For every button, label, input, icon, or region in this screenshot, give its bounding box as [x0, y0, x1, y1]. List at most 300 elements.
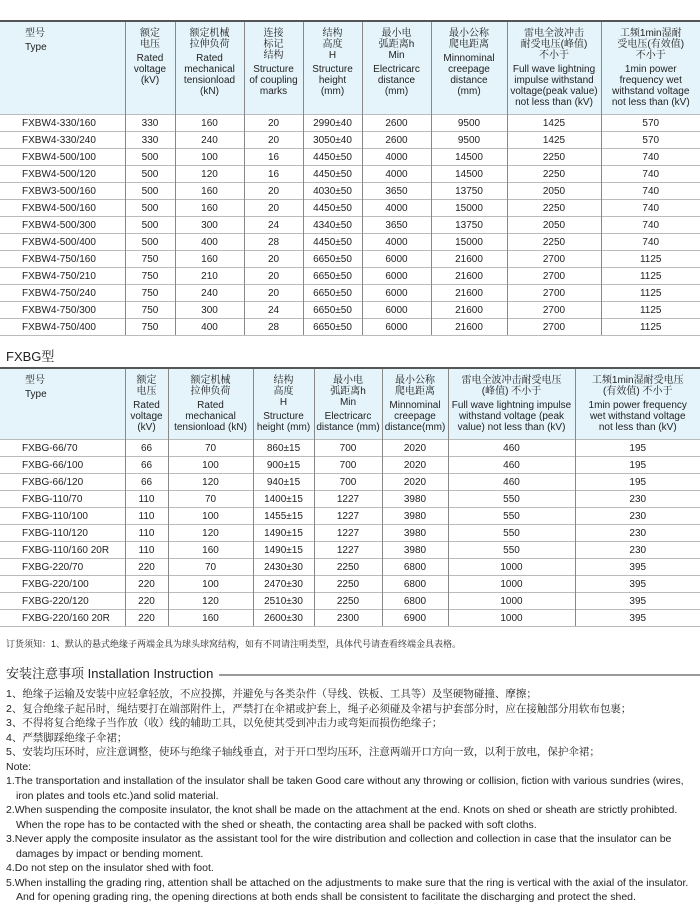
table-cell: 15000 [431, 234, 507, 251]
table-cell: 160 [175, 183, 244, 200]
table-cell: 3980 [382, 525, 448, 542]
header-zh: 雷电全波冲击耐受电压 (峰值) 不小于 [461, 375, 562, 397]
table-cell: 1425 [507, 115, 601, 132]
table-cell: 1227 [314, 525, 382, 542]
table-row [0, 115, 700, 132]
header-zh: 额定机械 拉伸负荷 [189, 28, 230, 50]
table-cell: 195 [575, 457, 700, 474]
table-cell: 220 [125, 576, 168, 593]
table-cell: 900±15 [253, 457, 314, 474]
note-zh: 5、安装均压环时，应注意调整，使环与绝缘子轴线垂直，对于开口型均压环，注意两端开口方向一致，以利于放电，保护伞裙； [6, 746, 600, 758]
header-zh: 工频1min湿耐 受电压(有效值) 不小于 [617, 28, 685, 61]
table-cell: 395 [575, 610, 700, 627]
table-cell: 1455±15 [253, 508, 314, 525]
column-header [125, 368, 168, 440]
column-header [244, 21, 303, 115]
table-row [0, 508, 700, 525]
table-row [0, 149, 700, 166]
table-cell: 500 [125, 183, 175, 200]
table-cell: 500 [125, 200, 175, 217]
table-row [0, 610, 700, 627]
table-cell: 2250 [507, 234, 601, 251]
table-cell: 740 [601, 200, 700, 217]
table-cell: 750 [125, 251, 175, 268]
fxbw-spec-table [0, 20, 700, 336]
table-row [0, 302, 700, 319]
column-header [253, 368, 314, 440]
header-zh: 最小电 弧距离h Min [330, 375, 366, 408]
table-cell: 6650±50 [303, 302, 362, 319]
header-zh: 最小电 弧距离h Min [378, 28, 415, 61]
header-en: Electricarc distance (mm) [316, 411, 380, 433]
table-cell: 110 [125, 542, 168, 559]
header-en: 1min power frequency wet withstand voltage not less than (kV) [611, 64, 690, 108]
table-cell: 20 [244, 268, 303, 285]
table-cell: 395 [575, 559, 700, 576]
table-cell: 220 [125, 610, 168, 627]
table-cell: 6800 [382, 559, 448, 576]
note-en: damages by impact or bending moment. [16, 847, 204, 860]
table-cell: 110 [125, 508, 168, 525]
table-cell: 4000 [362, 166, 431, 183]
table-row [0, 234, 700, 251]
table-cell: 3980 [382, 508, 448, 525]
table-cell: 1490±15 [253, 525, 314, 542]
table-cell: 2020 [382, 457, 448, 474]
header-zh: 最小公称 爬电距离 [395, 375, 435, 397]
table-cell: 2600 [362, 115, 431, 132]
table-cell: 160 [175, 251, 244, 268]
table-cell: 66 [125, 457, 168, 474]
table-cell: 1000 [448, 559, 575, 576]
table-cell: 6000 [362, 319, 431, 336]
table-cell: 66 [125, 440, 168, 457]
column-header [0, 368, 125, 440]
column-header [575, 368, 700, 440]
header-zh: 最小公称 爬电距离 [449, 28, 489, 50]
table-cell: 550 [448, 525, 575, 542]
table-cell: FXBG-110/100 [0, 508, 125, 525]
table-cell: 1125 [601, 285, 700, 302]
table-cell: FXBG-110/120 [0, 525, 125, 542]
table-cell: 2470±30 [253, 576, 314, 593]
header-en: Structure of coupling marks [249, 64, 298, 97]
table-cell: FXBW4-330/160 [0, 115, 125, 132]
table-cell: FXBG-66/70 [0, 440, 125, 457]
table-cell: 395 [575, 593, 700, 610]
table-row [0, 491, 700, 508]
table-cell: 4450±50 [303, 166, 362, 183]
table-cell: 1125 [601, 302, 700, 319]
table-cell: FXBG-66/120 [0, 474, 125, 491]
column-header [601, 21, 700, 115]
table-cell: 740 [601, 234, 700, 251]
table-cell: 1400±15 [253, 491, 314, 508]
table-cell: FXBW4-500/100 [0, 149, 125, 166]
table-cell: 330 [125, 115, 175, 132]
header-zh: 连接 标记 结构 [263, 28, 284, 61]
table-cell: FXBG-110/70 [0, 491, 125, 508]
table-cell: 750 [125, 302, 175, 319]
column-header [362, 21, 431, 115]
table-cell: 4030±50 [303, 183, 362, 200]
table-cell: 2990±40 [303, 115, 362, 132]
column-header [382, 368, 448, 440]
table-cell: 1000 [448, 610, 575, 627]
header-en: Electricarc distance (mm) [373, 64, 420, 97]
table-cell: 395 [575, 576, 700, 593]
header-zh: 额定 电压 [136, 375, 157, 397]
table-row [0, 251, 700, 268]
table-cell: 4340±50 [303, 217, 362, 234]
column-header [431, 21, 507, 115]
table-cell: 1125 [601, 319, 700, 336]
column-header [448, 368, 575, 440]
table-row [0, 593, 700, 610]
table-cell: FXBW4-500/120 [0, 166, 125, 183]
table-cell: 9500 [431, 132, 507, 149]
note-zh: 4、严禁脚踩绝缘子伞裙； [6, 731, 128, 744]
table-cell: 550 [448, 491, 575, 508]
table-cell: 100 [168, 508, 253, 525]
table-cell: FXBW4-750/400 [0, 319, 125, 336]
table-cell: 240 [175, 132, 244, 149]
table-cell: 460 [448, 474, 575, 491]
table-cell: 500 [125, 217, 175, 234]
table-cell: 4000 [362, 200, 431, 217]
table-cell: 740 [601, 166, 700, 183]
table-row [0, 542, 700, 559]
table-cell: 2020 [382, 474, 448, 491]
table-cell: 14500 [431, 166, 507, 183]
table-cell: 740 [601, 149, 700, 166]
table-cell: 2050 [507, 183, 601, 200]
table-cell: FXBG-220/70 [0, 559, 125, 576]
table-row [0, 200, 700, 217]
table-cell: 20 [244, 251, 303, 268]
table-cell: 4450±50 [303, 200, 362, 217]
table-cell: 2700 [507, 285, 601, 302]
table-cell: FXBG-110/160 20R [0, 542, 125, 559]
header-zh: 结构 高度 H [322, 28, 343, 61]
table-cell: 230 [575, 508, 700, 525]
table-cell: 300 [175, 217, 244, 234]
table-row [0, 457, 700, 474]
header-en: Minnominal creepage distance(mm) [384, 400, 446, 433]
table-cell: 3050±40 [303, 132, 362, 149]
table-cell: 15000 [431, 200, 507, 217]
note-zh: 2、复合绝缘子起吊时，绳结要打在端部附件上，严禁打在伞裙或护套上，绳子必须碰及伞裙与护套部分时，应在接触部分用软布包裹； [6, 702, 632, 715]
table-cell: 500 [125, 166, 175, 183]
table-cell: 20 [244, 200, 303, 217]
note-en: When the rope has to be contacted with the shed or sheath, the contacting area shall be packed with soft cloths. [16, 818, 537, 831]
table-cell: 300 [175, 302, 244, 319]
column-header [0, 21, 125, 115]
table-cell: 1490±15 [253, 542, 314, 559]
header-zh: 雷电全波冲击 耐受电压(峰值) 不小于 [520, 28, 588, 61]
table-cell: 2050 [507, 217, 601, 234]
table-cell: 195 [575, 440, 700, 457]
note-label: Note: [6, 760, 32, 773]
table-cell: 6000 [362, 268, 431, 285]
table-cell: 3650 [362, 183, 431, 200]
header-en: Structure height (mm) [256, 411, 311, 433]
note-zh: 1、绝缘子运输及安装中应轻拿轻放，不应投掷，并避免与各类杂件（导线、铁板、工具等）及坚硬物碰撞、摩擦； [6, 688, 537, 700]
table-cell: 1125 [601, 268, 700, 285]
table-cell: FXBW3-500/160 [0, 183, 125, 200]
table-cell: 160 [168, 610, 253, 627]
table-cell: 2700 [507, 319, 601, 336]
header-en: Rated voltage (kV) [130, 400, 163, 433]
table-cell: 460 [448, 457, 575, 474]
table-cell: 750 [125, 319, 175, 336]
table-row [0, 440, 700, 457]
table-cell: 20 [244, 183, 303, 200]
table-cell: 700 [314, 457, 382, 474]
table-cell: 550 [448, 508, 575, 525]
table-cell: 160 [175, 115, 244, 132]
table-cell: 6800 [382, 593, 448, 610]
table-cell: 2250 [314, 576, 382, 593]
table-cell: FXBG-220/100 [0, 576, 125, 593]
table-cell: 100 [175, 149, 244, 166]
header-en: 1min power frequency wet withstand voltage not less than (kV) [588, 400, 687, 433]
table-row [0, 183, 700, 200]
table-cell: 570 [601, 132, 700, 149]
table-row [0, 285, 700, 302]
table-cell: FXBW4-500/400 [0, 234, 125, 251]
table-cell: 230 [575, 542, 700, 559]
header-en: Type [25, 42, 47, 53]
column-header [303, 21, 362, 115]
table-cell: 14500 [431, 149, 507, 166]
table-cell: 2300 [314, 610, 382, 627]
table-cell: FXBW4-500/160 [0, 200, 125, 217]
table-cell: FXBW4-750/240 [0, 285, 125, 302]
note-zh: 3、不得将复合绝缘子当作放（收）线的辅助工具，以免使其受到冲击力或弯矩而损伤绝缘子； [6, 717, 443, 729]
table-cell: 700 [314, 474, 382, 491]
table-row [0, 576, 700, 593]
table-cell: 2600 [362, 132, 431, 149]
table-cell: 120 [168, 525, 253, 542]
table-cell: 20 [244, 115, 303, 132]
table-cell: 2600±30 [253, 610, 314, 627]
header-en: Structure height (mm) [312, 64, 353, 97]
table-cell: 1227 [314, 491, 382, 508]
table-row [0, 474, 700, 491]
installation-notes [6, 687, 700, 905]
table-cell: 4450±50 [303, 234, 362, 251]
table-cell: FXBW4-500/300 [0, 217, 125, 234]
table-cell: 2250 [507, 166, 601, 183]
table-cell: 3980 [382, 542, 448, 559]
note-en: And for opening grading ring, the opening directions at both ends shall be consistent to facilitate the discharging and protect the shed. [16, 891, 636, 903]
table-cell: 2510±30 [253, 593, 314, 610]
table-cell: 6000 [362, 285, 431, 302]
table-cell: 4000 [362, 149, 431, 166]
table-cell: 24 [244, 217, 303, 234]
note-en: 1.The transportation and installation of the insulator shall be taken Good care without any throwing or collision, fiction with various sundries (wires, [6, 775, 684, 787]
table-cell: 1425 [507, 132, 601, 149]
table-cell: 2020 [382, 440, 448, 457]
installation-title: 安装注意事项 Installation Instruction [6, 666, 214, 681]
table-cell: 1125 [601, 251, 700, 268]
table-cell: FXBW4-750/210 [0, 268, 125, 285]
installation-heading [6, 663, 700, 682]
note-en: 4.Do not step on the insulator shed with foot. [6, 862, 214, 874]
header-zh: 工频1min湿耐受电压 (有效值) 不小于 [591, 375, 684, 397]
table-cell: 28 [244, 319, 303, 336]
table-cell: 160 [175, 200, 244, 217]
table-cell: 6800 [382, 576, 448, 593]
table-cell: 110 [125, 525, 168, 542]
table-cell: 120 [168, 474, 253, 491]
table-row [0, 525, 700, 542]
table-cell: 3980 [382, 491, 448, 508]
section-title-fxbg: FXBG型 [6, 349, 55, 364]
table-cell: 220 [125, 593, 168, 610]
table-cell: FXBW4-750/160 [0, 251, 125, 268]
table-cell: 120 [168, 593, 253, 610]
table-cell: 240 [175, 285, 244, 302]
table-cell: 13750 [431, 183, 507, 200]
table-cell: 2700 [507, 302, 601, 319]
table-cell: 3650 [362, 217, 431, 234]
table-cell: 500 [125, 234, 175, 251]
header-en: Rated voltage (kV) [133, 53, 167, 86]
table-cell: 21600 [431, 268, 507, 285]
table-cell: 6900 [382, 610, 448, 627]
header-zh: 额定 电压 [140, 28, 160, 50]
header-en: Full wave lightning impulse withstand voltage (peak value) not less than (kV) [451, 400, 572, 433]
table-cell: 6000 [362, 302, 431, 319]
table-cell: FXBG-66/100 [0, 457, 125, 474]
table-cell: 16 [244, 149, 303, 166]
table-cell: 550 [448, 542, 575, 559]
table-cell: 400 [175, 234, 244, 251]
table-cell: 28 [244, 234, 303, 251]
table-cell: 1227 [314, 542, 382, 559]
header-zh: 结构 高度 H [273, 375, 294, 408]
table-cell: FXBG-220/120 [0, 593, 125, 610]
table-cell: 21600 [431, 319, 507, 336]
table-cell: 70 [168, 559, 253, 576]
header-en: Full wave lightning impulse withstand voltage(peak value) not less than (kV) [510, 64, 598, 108]
table-cell: 2700 [507, 251, 601, 268]
table-cell: 195 [575, 474, 700, 491]
table-cell: 750 [125, 268, 175, 285]
note-en: 2.When suspending the composite insulator, the knot shall be made on the attachment at the end. Knots on shed or sheath are strictly prohibted. [6, 804, 678, 816]
table-cell: 740 [601, 183, 700, 200]
table-row [0, 132, 700, 149]
table-row [0, 268, 700, 285]
table-cell: 9500 [431, 115, 507, 132]
table-row [0, 559, 700, 576]
table-cell: 6650±50 [303, 285, 362, 302]
table-cell: 1000 [448, 576, 575, 593]
table-cell: 2250 [507, 149, 601, 166]
table-cell: 100 [168, 457, 253, 474]
header-en: Rated mechanical tensionload (kN) [183, 53, 236, 97]
table-cell: 500 [125, 149, 175, 166]
column-header [125, 21, 175, 115]
table-cell: 2250 [314, 559, 382, 576]
table-cell: FXBW4-330/240 [0, 132, 125, 149]
table-row [0, 166, 700, 183]
table-cell: 70 [168, 440, 253, 457]
table-cell: 1227 [314, 508, 382, 525]
table-cell: 6650±50 [303, 268, 362, 285]
table-cell: 230 [575, 491, 700, 508]
table-cell: 1000 [448, 593, 575, 610]
table-cell: 66 [125, 474, 168, 491]
table-cell: 6000 [362, 251, 431, 268]
table-cell: 2250 [314, 593, 382, 610]
table-cell: 160 [168, 542, 253, 559]
table-cell: 330 [125, 132, 175, 149]
table-cell: FXBW4-750/300 [0, 302, 125, 319]
note-en: 3.Never apply the composite insulator as the assistant tool for the wire distribution and collection and collection in case that the insulator can be [6, 833, 672, 845]
header-zh: 型号 [25, 28, 45, 39]
table-cell: FXBG-220/160 20R [0, 610, 125, 627]
header-en: Type [25, 389, 47, 400]
table-cell: 740 [601, 217, 700, 234]
header-zh: 额定机械 拉伸负荷 [190, 375, 231, 397]
table-cell: 2700 [507, 268, 601, 285]
table-cell: 13750 [431, 217, 507, 234]
table-cell: 460 [448, 440, 575, 457]
header-zh: 型号 [25, 375, 45, 386]
column-header [175, 21, 244, 115]
table-cell: 20 [244, 132, 303, 149]
table-cell: 120 [175, 166, 244, 183]
table-cell: 70 [168, 491, 253, 508]
column-header [507, 21, 601, 115]
note-en: iron plates and tools etc.)and solid material. [16, 789, 219, 802]
table-cell: 21600 [431, 251, 507, 268]
table-cell: 6650±50 [303, 251, 362, 268]
column-header [168, 368, 253, 440]
table-cell: 20 [244, 285, 303, 302]
divider [219, 674, 700, 676]
table-cell: 2250 [507, 200, 601, 217]
table-cell: 6650±50 [303, 319, 362, 336]
table-cell: 940±15 [253, 474, 314, 491]
table-cell: 4000 [362, 234, 431, 251]
table-cell: 110 [125, 491, 168, 508]
table-row [0, 319, 700, 336]
table-cell: 24 [244, 302, 303, 319]
table-cell: 750 [125, 285, 175, 302]
table-cell: 860±15 [253, 440, 314, 457]
table-cell: 400 [175, 319, 244, 336]
header-en: Rated mechanical tensionload (kN) [174, 400, 247, 433]
order-note: 订货须知：1、默认的悬式绝缘子两端金具为球头球窝结构，如有不同请注明类型，具体代号请查看终端金具表格。 [6, 639, 462, 649]
table-cell: 4450±50 [303, 149, 362, 166]
note-en: 5.When installing the grading ring, attention shall be attached on the adjustments to make sure that the ring is vertical with the axial of the insulator. [6, 876, 689, 889]
column-header [314, 368, 382, 440]
table-cell: 570 [601, 115, 700, 132]
table-cell: 21600 [431, 285, 507, 302]
header-en: Minnominal creepage distance (mm) [443, 53, 495, 97]
table-cell: 2430±30 [253, 559, 314, 576]
table-cell: 230 [575, 525, 700, 542]
table-cell: 220 [125, 559, 168, 576]
table-cell: 210 [175, 268, 244, 285]
table-cell: 700 [314, 440, 382, 457]
table-cell: 21600 [431, 302, 507, 319]
fxbg-spec-table [0, 367, 700, 627]
